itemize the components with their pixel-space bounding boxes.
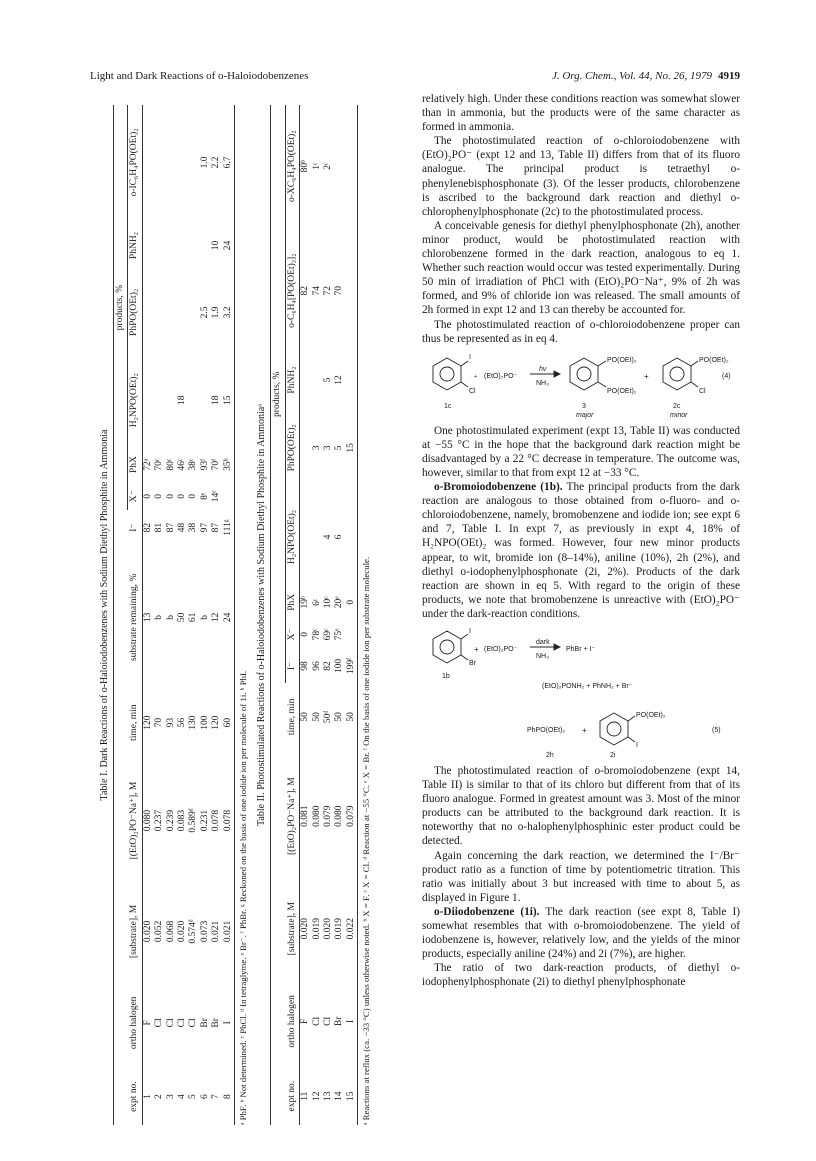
table-cell: 1.0 [199, 156, 210, 169]
table-cell: 0 [154, 493, 165, 499]
paragraph-text: The principal products from the dark reaction are analogous to those obtained from o-fluoro- and o-chloroiodobenzene, namely, bromobenzene and iodide ion; see expt 6 and 7, Table I. In expt 7, as previously in expt 4, 18% of H₂NPO(OEt)₂ was formed. However, four new minor products appear, to wit, bromide ion (8–14%), aniline (10%), 2h (2%), and diethyl o-iodophenylphosphonate (2i, 2%). Products of the dark reaction are shown in eq 5. With regard to the origin of these products, we note that bromobenzene is unreactive with (EtO)₂PO⁻ under the dark-reaction conditions. [422, 481, 740, 620]
table-cell: 82 [300, 285, 311, 296]
table-cell: 15 [222, 395, 233, 405]
equation-number: (4) [722, 372, 731, 380]
table-cell: 0.239 [165, 809, 176, 832]
table-cell: 80ᶜ [165, 458, 176, 471]
plus-sign: + [582, 726, 587, 735]
table-row [154, 105, 165, 1125]
page-number: 4919 [718, 70, 740, 82]
column-header: substrate remaining, % [129, 573, 140, 662]
table-cell: 0 [165, 493, 176, 499]
table-cell: 2.2 [211, 156, 222, 169]
table-cell: 5 [323, 377, 334, 383]
column-header: [(EtO)₂PO⁻Na⁺], M [286, 777, 297, 855]
table-cell: 0.052 [154, 920, 165, 943]
benzene-ring-1c [433, 358, 468, 390]
table-cell: 50 [300, 712, 311, 722]
table-cell: 72 [323, 285, 334, 296]
table-cell: 5 [334, 445, 345, 451]
running-title: Light and Dark Reactions of o-Haloiodobenzenes [90, 70, 309, 82]
table-cell: Cl [311, 1016, 322, 1026]
table-cell: 78ᶜ [311, 628, 322, 641]
table-cell: Cl [323, 1016, 334, 1026]
table-cell [200, 354, 211, 447]
table-cell: 0.078 [211, 809, 222, 832]
table-cell: 93 [165, 717, 176, 728]
condition-dark: dark [536, 639, 550, 646]
table-cell: 75ᵉ [334, 628, 345, 641]
table-cell [312, 490, 323, 585]
table-cell: 0.589ᵈ [188, 808, 199, 833]
table-cell: b [165, 614, 176, 620]
table-cell [346, 490, 358, 585]
table-cell: 1 [142, 1094, 153, 1099]
table-cell: 0.020 [323, 917, 334, 940]
label-chloro: Cl [469, 387, 476, 395]
column-header: I⁻ [129, 523, 140, 532]
compound-label-3-note: major [576, 411, 594, 419]
column-header: [substrate], M [129, 904, 140, 959]
column-header: [substrate], M [286, 902, 297, 956]
table1-footnote: ᵃ PhF. ᵇ Not determined. ᶜ PhCl. ᵈ In tetraglyme. ᵉ Br⁻. ᶠ PhBr. ᵍ Reckoned on the basis of one iodide ion per molecule of 1i. ʰ PhI. [237, 670, 248, 1125]
column-header: I⁻ [286, 661, 297, 671]
condition-solvent: NH₃ [536, 379, 549, 387]
table-cell: 0 [142, 493, 153, 499]
table-cell: 82 [142, 522, 153, 533]
table-cell [166, 354, 177, 447]
table-cell: 120 [211, 715, 222, 730]
table-cell: 100 [199, 715, 210, 730]
table-cell [346, 354, 358, 406]
table-cell: 50 [345, 712, 356, 722]
table-cell: Br [211, 1018, 222, 1028]
table-cell: 0 [300, 632, 311, 637]
substituent-label: PO(OEt)₂ [607, 356, 637, 364]
table-cell: F [300, 1018, 311, 1024]
condition-light: hν [539, 365, 547, 373]
table-cell: 0.078 [222, 809, 233, 832]
benzene-ring-2c [663, 358, 698, 390]
table-row [211, 105, 222, 1125]
table-cell: 0.079 [345, 805, 356, 827]
column-header: expt no. [129, 1081, 140, 1112]
table-cell: 0.080 [334, 805, 345, 827]
equation-number: (5) [712, 727, 721, 734]
table-cell: 0.020 [142, 920, 153, 943]
table-row [300, 105, 312, 1125]
paragraph [422, 480, 740, 621]
substituent-label: PO(OEt)₂ [636, 712, 666, 719]
table2-title: Table II. Photostimulated Reactions of o-Haloiodobenzenes with Sodium Diethyl Phosphite in Ammoniaᵃ [256, 404, 268, 826]
column-header: H₂NPO(OEt)₂ [129, 373, 140, 428]
table-cell: 70ᶠ [211, 458, 222, 471]
table-cell: 69ᶜ [323, 628, 334, 641]
table-cell: 0.083 [176, 809, 187, 832]
table-cell: 97 [199, 522, 210, 533]
substituent-label: I [636, 742, 638, 749]
table-cell [154, 105, 165, 220]
table-cell: 8 [222, 1094, 233, 1099]
table-cell [300, 406, 312, 490]
table-cell: 81 [154, 522, 165, 533]
rotated-tables-region [95, 105, 405, 1125]
table-cell: 2ᶜ [323, 162, 334, 170]
table-cell [334, 105, 345, 227]
paragraph: relatively high. Under these conditions reaction was somewhat slower than in ammonia, but the products were of the same character as formed in ammonia. [422, 93, 740, 134]
table-cell: 56 [176, 717, 187, 728]
benzene-ring-2i [600, 713, 635, 745]
table-row [200, 105, 211, 1125]
table-cell [200, 220, 211, 271]
table-cell [142, 105, 154, 220]
table-row [346, 105, 358, 1125]
table-cell: 24 [222, 612, 233, 623]
table-cell [300, 354, 312, 406]
table1 [113, 105, 235, 1125]
table-cell: 12 [334, 375, 345, 385]
table-cell: 10ᶜ [323, 596, 334, 609]
table1-title: Table I. Dark Reactions of o-Haloiodobenzenes with Sodium Diethyl Phosphite in Ammonia [99, 429, 110, 801]
table-cell: 120 [142, 715, 153, 730]
table-cell: 3.2 [222, 306, 233, 319]
paragraph: The ratio of two dark-reaction products, of diethyl o-iodophenylphosphonate (2i) to diethyl phenylphosphonate [422, 962, 740, 989]
column-header: PhX [286, 593, 297, 611]
table-cell: 18 [176, 395, 187, 405]
condition-solvent: NH₃ [536, 653, 549, 660]
table-cell: I [345, 1019, 356, 1023]
table-cell: 70ᶜ [154, 458, 165, 471]
table-cell: 38ᶜ [188, 458, 199, 471]
table-cell: 87 [211, 522, 222, 533]
column-header: o-C₆H₄[PO(OEt)₂]₂ [286, 253, 297, 328]
column-header: o-IC₆H₄PO(OEt)₂ [129, 128, 140, 197]
column-header: H₂NPO(OEt)₂ [286, 509, 297, 565]
table-cell: 60 [222, 717, 233, 728]
table-cell: 0.022 [345, 917, 356, 940]
column-header: PhNH₂ [129, 232, 140, 260]
column-header: PhX [129, 456, 140, 474]
table-cell: 7 [211, 1094, 222, 1099]
table-cell: 8ᵉ [199, 492, 210, 500]
column-header: time, min [129, 704, 140, 741]
table-cell: I [222, 1021, 233, 1025]
substituent-label: PO(OEt)₂ [699, 356, 729, 364]
column-header: X⁻ [129, 490, 140, 503]
column-header: X⁻ [286, 628, 297, 641]
table-cell: 1ᶜ [311, 162, 322, 170]
table-cell: Cl [154, 1018, 165, 1028]
paragraph: Again concerning the dark reaction, we determined the I⁻/Br⁻ product ratio as a function of time by potentiometric titration. This ratio was initially about 3 but increased with time to about 5, as displayed in Figure 1. [422, 849, 740, 904]
table-cell: 14ᵉ [211, 490, 222, 503]
table-cell [188, 220, 199, 271]
column-header: ortho halogen [129, 996, 140, 1050]
table-cell: 2.5 [199, 306, 210, 319]
table-cell: 0.020 [176, 920, 187, 943]
table-row [223, 105, 235, 1125]
table-cell [154, 354, 165, 447]
table2 [270, 105, 358, 1125]
table-cell [142, 354, 154, 447]
table-cell: 4 [323, 534, 334, 540]
column-header: expt no. [286, 1080, 297, 1112]
plus-sign: + [474, 373, 478, 380]
table-cell: 0.068 [165, 920, 176, 943]
compound-label-1c: 1c [444, 402, 452, 410]
table-cell: 0.231 [199, 809, 210, 832]
table-cell: 0.081 [300, 805, 311, 827]
column-header: time, min [286, 698, 297, 736]
table-cell: 38 [188, 522, 199, 533]
table-cell: 199ᶠ [345, 657, 356, 675]
column-header: ortho halogen [286, 995, 297, 1048]
table-cell: 6ᶜ [311, 598, 322, 606]
paragraph-text: The dark reaction (see expt 8, Table I) somewhat resembles that with o-bromoiodobenzene. The yield of iodobenzene is, however, relatively low, and the yields of the minor products, especially aniline (24%) and 2i (7%), are higher. [422, 905, 740, 961]
table-cell: Cl [165, 1018, 176, 1028]
journal-name: J. Org. Chem., Vol. 44, No. 26, 1979 [551, 70, 712, 82]
table-cell: 20ᵉ [334, 596, 345, 609]
table-cell: 50ᵈ [323, 710, 334, 724]
table-cell: 12 [211, 612, 222, 623]
table-cell: 0.237 [154, 809, 165, 832]
substituent-label: PO(OEt)₂ [607, 387, 637, 395]
table-cell [188, 105, 199, 220]
table-cell: 50 [311, 712, 322, 722]
table-cell: b [154, 614, 165, 620]
table-cell [166, 271, 177, 353]
table-cell: 5 [188, 1094, 199, 1099]
table-cell: 0.080 [311, 805, 322, 827]
table-cell: 0.019 [311, 917, 322, 940]
table-row [334, 105, 345, 1125]
table-cell: 70 [334, 285, 345, 296]
table-row [188, 105, 199, 1125]
column-header: [(EtO)₂PO⁻Na⁺], M [129, 781, 140, 860]
table-cell: 2 [154, 1094, 165, 1099]
reagent-label: (EtO)₂PO⁻ [484, 646, 518, 653]
table-cell: 10 [211, 240, 222, 251]
table-cell: 11 [300, 1091, 311, 1101]
compound-label-2i: 2i [610, 752, 616, 759]
table-cell: 15 [345, 443, 356, 453]
table-cell: 80ᵇ [300, 159, 311, 173]
substituent-label: Cl [699, 387, 706, 395]
table1-products-header: products, % [114, 105, 128, 510]
table-cell [177, 105, 188, 220]
products-line-1: PhBr + I⁻ [566, 646, 596, 653]
table-cell [188, 354, 199, 447]
table-cell: 18 [211, 395, 222, 405]
table-cell [188, 271, 199, 353]
table-cell [142, 271, 154, 353]
table2-footnote: ᵃ Reactions at reflux (ca. −33 °C) unless otherwise noted. ᵇ X = F. ᶜ X = Cl. ᵈ Reaction at −55 °C. ᵉ X = Br. ᶠ On the basis of one iodide ion per substrate molecule. [361, 556, 372, 1125]
table-cell: 0 [188, 493, 199, 499]
table-cell [177, 220, 188, 271]
table-row [166, 105, 177, 1125]
compound-label-2h: 2h [546, 752, 554, 759]
table2-products-header: products, % [271, 105, 285, 684]
table-cell: 87 [165, 522, 176, 533]
table-cell [154, 220, 165, 271]
table-cell [223, 482, 235, 510]
table-cell: 4 [176, 1094, 187, 1099]
table-cell: 130 [188, 715, 199, 730]
table-cell [166, 220, 177, 271]
table-cell [346, 620, 358, 648]
table-cell: 6.7 [222, 156, 233, 169]
section-heading: o-Diiodobenzene (1i). [434, 905, 540, 918]
table-cell: 1.9 [211, 306, 222, 319]
table-cell: 111ᵍ [222, 519, 233, 536]
reagent-label: (EtO)₂PO⁻ [484, 372, 518, 380]
table-row [323, 105, 334, 1125]
compound-label-2c: 2c [673, 402, 681, 410]
label-iodo: I [469, 628, 471, 635]
equation-5-scheme [422, 625, 740, 760]
products-line-3: PhPO(OEt)₂ [527, 727, 566, 734]
table-cell: 70 [154, 717, 165, 728]
table-cell: 0.021 [211, 920, 222, 943]
column-header: PhPO(OEt)₂ [129, 288, 140, 336]
running-head [90, 70, 740, 88]
table-cell: 0.079 [323, 805, 334, 827]
table-cell: 3 [323, 445, 334, 451]
paragraph: The photostimulated reaction of o-bromoiodobenzene (expt 14, Table II) is similar to that of its chloro but different from that of its fluoro analogue. Formed in greatest amount was 3. Most of the minor products can be attributed to the background dark reaction. It is noteworthy that no o-halophenylphosphinic ester product could be detected. [422, 765, 740, 848]
table-cell [312, 354, 323, 406]
products-line-2: (EtO)₂PONH₂ + PhNH₂ + Br⁻ [542, 683, 633, 690]
table-cell: 0.021 [222, 920, 233, 943]
equation-4-scheme [422, 350, 740, 420]
table-cell: 35ʰ [222, 458, 233, 471]
table-cell: 48 [176, 522, 187, 533]
table-cell: Br [199, 1018, 210, 1028]
label-iodo: I [469, 353, 471, 361]
journal-citation [552, 70, 740, 82]
table-cell: 50 [176, 612, 187, 623]
table-cell: 82 [323, 661, 334, 671]
table-cell: 50 [334, 712, 345, 722]
table-cell: Br [334, 1016, 345, 1027]
rotated-tables [95, 105, 405, 1125]
benzene-ring-1b [433, 631, 468, 663]
table-cell: 0.019 [334, 917, 345, 940]
table-row [312, 105, 323, 1125]
table-cell [166, 105, 177, 220]
table-cell: F [142, 1020, 153, 1026]
table-cell: 0.080 [142, 809, 153, 832]
table-cell: 13 [142, 612, 153, 623]
body-column [422, 92, 740, 990]
table-cell: 96 [311, 661, 322, 671]
paragraph: The photostimulated reaction of o-chloroiodobenzene with (EtO)₂PO⁻ (expt 12 and 13, Table II) differs from that of its fluoro analogue. The principal product is tetraethyl o-phenylenebisphosphonate (3). Of the lesser products, chlorobenzene is ascribed to the background dark reaction and diethyl o-chlorophenylphosphonate (2c) to the photostimulated process. [422, 135, 740, 218]
table-cell [142, 220, 154, 271]
table-cell: Cl [176, 1018, 187, 1028]
table-cell: 46ᶜ [176, 458, 187, 471]
column-header: o-XC₆H₄PO(OEt)₂ [286, 130, 297, 203]
table-cell: Cl [188, 1018, 199, 1028]
table-cell [300, 490, 312, 585]
table-cell: 0.020 [300, 917, 311, 940]
table-cell: 72ᵃ [142, 458, 153, 471]
table-cell: 3 [311, 445, 322, 451]
label-bromo: Br [469, 660, 476, 667]
table-cell: 13 [323, 1091, 334, 1101]
table-cell: 0 [345, 599, 356, 605]
table-cell: 61 [188, 612, 199, 623]
table-cell: 0.073 [199, 920, 210, 943]
section-heading: o-Bromoiodobenzene (1b). [434, 481, 563, 494]
table-cell: 6 [199, 1094, 210, 1099]
table-row [142, 105, 154, 1125]
table-cell: 93ᶠ [199, 458, 210, 471]
table-cell: 15 [345, 1091, 356, 1101]
table-cell: 0 [176, 493, 187, 499]
table-cell: 24 [222, 240, 233, 251]
table-cell: 100 [334, 658, 345, 674]
table-cell: 98 [300, 661, 311, 671]
paragraph: One photostimulated experiment (expt 13, Table II) was conducted at −55 °C in the hope that the background dark reaction might be disadvantaged by a 22 °C decrease in temperature. The outcome was, however, similar to that from expt 12 at −33 °C. [422, 424, 740, 479]
benzene-ring-3 [570, 358, 606, 390]
compound-label-2c-note: minor [670, 411, 688, 419]
column-header: PhPO(OEt)₂ [286, 424, 297, 472]
table-cell [346, 227, 358, 354]
table-cell: 14 [334, 1091, 345, 1101]
plus-sign: + [474, 645, 479, 654]
table-cell: 0.574ᵈ [188, 919, 199, 944]
table-cell: 12 [311, 1091, 322, 1101]
table-row [177, 105, 188, 1125]
paragraph: The photostimulated reaction of o-chloroiodobenzene proper can thus be represented as in eq 4. [422, 318, 740, 345]
table-cell: 6 [334, 534, 345, 540]
table-cell [177, 271, 188, 353]
paragraph: A conceivable genesis for diethyl phenylphosphonate (2h), another minor product, would be photostimulated reaction with chlorobenzene formed in the dark reaction, analogous to eq 1. Whether such reaction would occur was tested experimentally. During 50 min of irradiation of PhCl with (EtO)₂PO⁻Na⁺, 9% of 2h was formed, and 9% of chloride ion was released. The small amounts of 2h formed in expt 12 and 13 can thereby be accounted for. [422, 219, 740, 317]
table-cell: 74 [311, 285, 322, 296]
table-cell: 3 [165, 1094, 176, 1099]
plus-sign: + [644, 371, 649, 381]
column-header: PhNH₂ [286, 366, 297, 394]
table-cell [154, 271, 165, 353]
table-cell: 19ᵇ [300, 596, 311, 609]
table-cell [346, 105, 358, 227]
compound-label-3: 3 [582, 402, 586, 410]
paragraph [422, 905, 740, 961]
compound-label-1b: 1b [442, 673, 450, 680]
table-cell: b [199, 614, 210, 620]
